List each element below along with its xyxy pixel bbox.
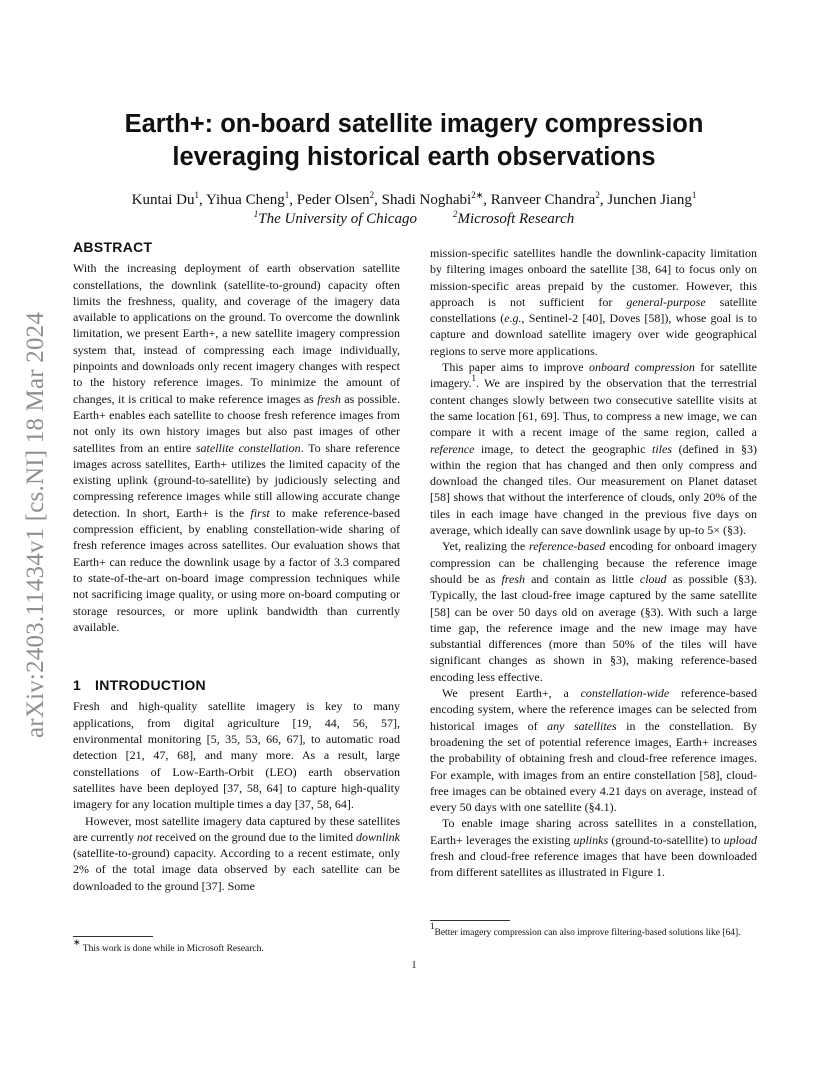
text-run: (satellite-to-ground) capacity. According to a recent estimate, only 2% of the total image data observed by each satellite can be downloaded to the ground [37]. Some bbox=[73, 846, 400, 893]
right-column bbox=[430, 245, 757, 881]
paper-title-line-2: leveraging historical earth observations bbox=[172, 143, 656, 171]
author-affiliation-mark: 2 bbox=[595, 190, 600, 200]
author-name: Peder Olsen bbox=[296, 192, 370, 208]
right-column-body bbox=[430, 245, 757, 881]
author-affiliation-mark: 1 bbox=[284, 190, 290, 200]
footnote-text: Better imagery compression can also improve filtering-based solutions like [64]. bbox=[434, 928, 741, 938]
paragraph bbox=[430, 815, 757, 880]
text-run: . We are inspired by the observation that the terrestrial content changes slowly between two consecutive satellite visits at the same location [61, 69]. Thus, to compress a new image, we can compare it with a recent image of the same region, called a bbox=[430, 376, 757, 440]
footnote-right bbox=[430, 920, 757, 940]
emphasis: fresh bbox=[317, 391, 341, 406]
text-run: Yet, realizing the bbox=[442, 539, 529, 554]
footnote-ref: 1 bbox=[471, 373, 477, 384]
left-column bbox=[73, 239, 400, 894]
affiliation-mark: 1 bbox=[253, 209, 259, 219]
footnote-left bbox=[73, 936, 400, 954]
abstract-text bbox=[73, 260, 400, 635]
author-affiliation-mark: 1 bbox=[194, 190, 200, 200]
affiliation-list bbox=[60, 209, 768, 229]
emphasis: first bbox=[250, 505, 270, 520]
emphasis: uplinks bbox=[573, 832, 609, 847]
paragraph bbox=[430, 685, 757, 815]
text-run: reference-based encoding system, where the reference images can be selected from historical images of bbox=[430, 686, 757, 733]
affiliation-name: Microsoft Research bbox=[457, 211, 575, 227]
author-name: Kuntai Du bbox=[131, 192, 195, 208]
emphasis: onboard compression bbox=[589, 360, 695, 375]
author-affiliation-mark: 2∗ bbox=[471, 190, 484, 200]
emphasis: fresh bbox=[501, 571, 526, 586]
emphasis: satellite constellation bbox=[195, 440, 301, 455]
text-run: Fresh and high-quality satellite imagery is key to many applications, from digital agriculture [19, 44, 56, 57], environmental monitoring [5, 35, 53, 66, 67], to automatic road detection [21, 47, 68], and many more. As a result, large constellations of Low-Earth-Orbit (LEO) earth observation satellites have been deployed [37, 58, 64] to capture high-quality imagery for any location multiple times a day [37, 58, 64]. bbox=[73, 699, 400, 812]
footnote-mark: 1 bbox=[430, 921, 435, 931]
affiliation-name: The University of Chicago bbox=[258, 211, 417, 227]
text-run: (defined in §3) within the region that has changed and then only compress and download the changed tiles. Our measurement on Planet dataset [58] shows that without the interference of clouds, only 20% of the tiles in each image have changed in the previous five days on average, which ideally can save downlink usage by up-to 5× (§3). bbox=[430, 441, 757, 538]
text-run: for satellite imagery. bbox=[430, 360, 757, 391]
text-run: To enable image sharing across satellites in a constellation, Earth+ leverages the existing bbox=[430, 816, 757, 847]
text-run: image, to detect the geographic bbox=[474, 441, 653, 456]
paragraph bbox=[430, 538, 757, 685]
text-run: in the constellation. By broadening the set of potential reference images, Earth+ increases the probability of obtaining fresh and cloud-free reference images. For example, with images from an entire constellation [58], cloud-free images can be obtained every 4.21 days on average, instead of every 50 days with one satellite (§4.1). bbox=[430, 718, 757, 815]
paragraph bbox=[430, 245, 757, 359]
emphasis: tiles bbox=[652, 441, 673, 456]
arxiv-identifier: arXiv:2403.11434v1 [cs.NI] 18 Mar 2024 bbox=[22, 311, 49, 739]
emphasis: e.g. bbox=[504, 311, 522, 326]
text-run: We present Earth+, a bbox=[442, 686, 581, 701]
section-number: 1 bbox=[73, 677, 82, 694]
text-run: (ground-to-satellite) to bbox=[608, 832, 724, 847]
author-affiliation-mark: 1 bbox=[691, 190, 697, 200]
paragraph bbox=[430, 359, 757, 538]
author-name: Yihua Cheng bbox=[205, 192, 285, 208]
emphasis: not bbox=[136, 829, 153, 844]
introduction-heading bbox=[73, 677, 400, 693]
affiliation-mark: 2 bbox=[452, 209, 458, 219]
paper-title-line-1: Earth+: on-board satellite imagery compression bbox=[124, 110, 704, 138]
section-title: INTRODUCTION bbox=[95, 677, 206, 694]
emphasis: constellation-wide bbox=[580, 686, 670, 701]
author-list: Kuntai Du$^1$, Yihua Cheng$^1$, Peder Olsen$^2$, Shadi Noghabi$^{2∗}$, Ranveer Chandra$^2$, Junchen Jiang$^1$ bbox=[131, 190, 697, 208]
footnote-mark: ∗ bbox=[73, 937, 81, 947]
author-name: Junchen Jiang bbox=[607, 192, 692, 208]
emphasis: reference-based bbox=[529, 539, 606, 554]
paper-title bbox=[80, 108, 748, 174]
text-run: as possible (§3). Typically, the last cloud-free image captured by the same satellite [58] can be over 50 days old on average (§3). With such a large time gap, the reference image and the new image may have substantial differences (more than 50% of the tiles will have significant changes as shown in §3), making reference-based encoding less effective. bbox=[430, 571, 758, 684]
emphasis: general-purpose bbox=[626, 294, 706, 309]
paragraph bbox=[73, 813, 400, 894]
emphasis: downlink bbox=[356, 829, 400, 844]
footnote-text: This work is done while in Microsoft Research. bbox=[82, 944, 264, 954]
footnote-rule bbox=[430, 920, 510, 921]
text-run: encoding for onboard imagery compression can be challenging because the reference image should be as bbox=[430, 539, 757, 586]
text-run: to make reference-based compression efficient, by enabling constellation-wide sharing of fresh reference images across satellites. Our evaluation shows that Earth+ can reduce the downlink usage by a factor of 3.3 compared to state-of-the-art on-board image compression techniques while not sacrificing image quality, or using more on-board computing or storage resources, or more uplink bandwidth than currently available. bbox=[73, 505, 400, 634]
page-number: 1 bbox=[411, 960, 417, 971]
abstract-heading: ABSTRACT bbox=[73, 239, 153, 255]
emphasis: upload bbox=[723, 832, 758, 847]
emphasis: cloud bbox=[639, 571, 667, 586]
paragraph bbox=[73, 698, 400, 812]
text-run: as possible. Earth+ enables each satellite to choose fresh reference images from not only its own history images but also past images of other satellites from an entire bbox=[73, 391, 400, 455]
author-affiliation-mark: 2 bbox=[369, 190, 375, 200]
footnote-rule bbox=[73, 936, 153, 937]
text-run: received on the ground due to the limited bbox=[152, 829, 356, 844]
text-run: mission-specific satellites handle the downlink-capacity limitation by filtering images onboard the satellite [38, 64] to focus only on mission-specific areas prepaid by the customer. However, this approach is not sufficient for bbox=[430, 246, 757, 309]
text-run: . To share reference images across satellites, Earth+ utilizes the limited capacity of the existing uplink (ground-to-satellite) by judiciously selecting and compressing reference images while still allowing accurate change detection. In short, Earth+ is the bbox=[73, 440, 400, 520]
introduction-body bbox=[73, 698, 400, 894]
text-run: satellite constellations ( bbox=[430, 294, 757, 326]
text-run: and contain as little bbox=[525, 571, 640, 586]
emphasis: reference bbox=[430, 441, 475, 456]
text-run: This paper aims to improve bbox=[442, 360, 590, 375]
author-name: Ranveer Chandra bbox=[490, 192, 596, 208]
text-run: However, most satellite imagery data captured by these satellites are currently bbox=[73, 813, 400, 844]
text-run: With the increasing deployment of earth observation satellite constellations, the downlink (satellite-to-ground) capacity often limits the freshness, quality, and coverage of the imagery data available to applications on the ground. To overcome the downlink limitation, we present Earth+, a new satellite imagery compression system that, instead of compressing each image individually, pinpoints and downloads only recent imagery changes with respect to the history reference images. To minimize the amount of changes, it is critical to make reference images as bbox=[73, 261, 400, 406]
author-name: Shadi Noghabi bbox=[381, 192, 472, 208]
emphasis: any satellites bbox=[547, 718, 617, 733]
text-run: , Sentinel-2 [40], Doves [58]), whose goal is to capture and download satellite imagery over wide geographical regions to serve more applications. bbox=[430, 311, 757, 358]
text-run: fresh and cloud-free reference images that have been downloaded from different satellites as illustrated in Figure 1. bbox=[430, 848, 757, 880]
